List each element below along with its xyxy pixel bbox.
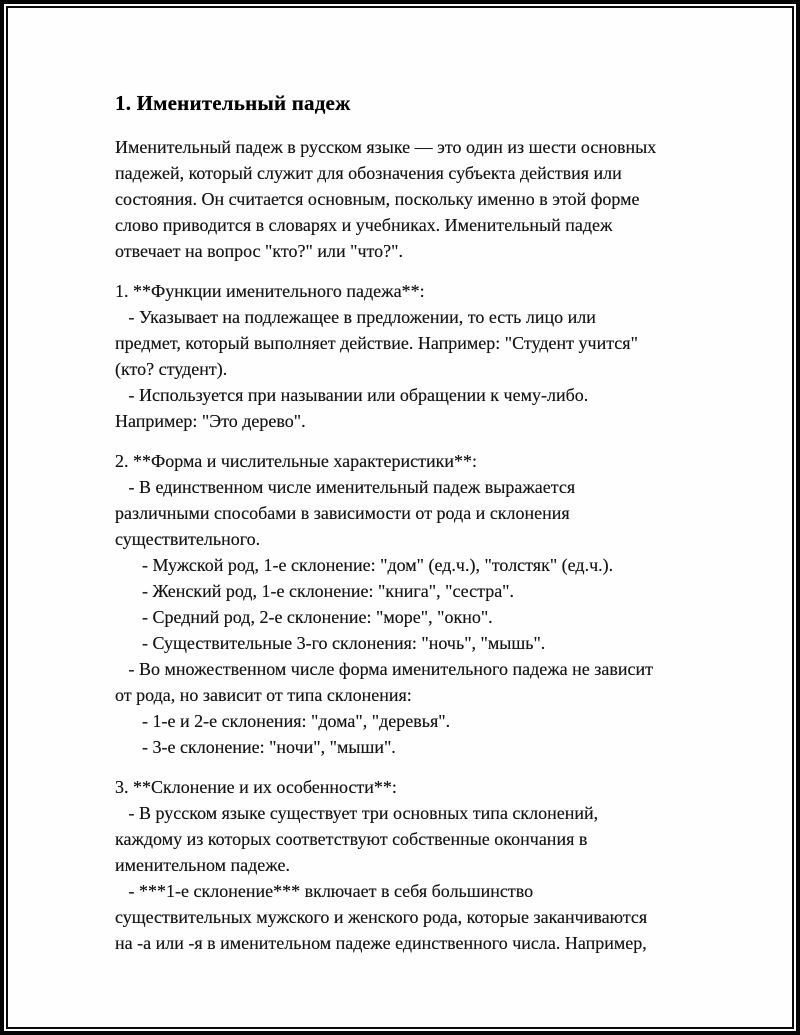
text-line: (кто? студент). xyxy=(115,359,228,379)
text-line: - Существительные 3-го склонения: "ночь", "мышь". xyxy=(115,633,546,653)
intro-paragraph xyxy=(115,134,707,264)
text-line: существительного. xyxy=(115,529,261,549)
text-line: - ***1-е склонение*** включает в себя большинство xyxy=(115,881,534,901)
page-content xyxy=(8,8,792,956)
text-line: каждому из которых соответствуют собственные окончания в xyxy=(115,829,588,849)
text-line: - Мужской род, 1-е склонение: "дом" (ед.ч.), "толстяк" (ед.ч.). xyxy=(115,555,614,575)
document-body xyxy=(115,134,707,956)
text-line: 3. **Склонение и их особенности**: xyxy=(115,777,397,797)
text-line: на -а или -я в именительном падеже единственного числа. Например, xyxy=(115,933,647,953)
text-line: существительных мужского и женского рода, которые заканчиваются xyxy=(115,907,648,927)
text-line: слово приводится в словарях и учебниках. Именительный падеж xyxy=(115,215,613,235)
text-line: отвечает на вопрос "кто?" или "что?". xyxy=(115,241,403,261)
page-inner-border xyxy=(6,6,794,1029)
text-line: - Во множественном числе форма именительного падежа не зависит xyxy=(115,659,653,679)
text-line: падежей, который служит для обозначения субъекта действия или xyxy=(115,163,622,183)
text-line: Например: "Это дерево". xyxy=(115,411,306,431)
text-line: - В единственном числе именительный падеж выражается xyxy=(115,477,576,497)
text-line: - В русском языке существует три основных типа склонений, xyxy=(115,803,599,823)
text-line: различными способами в зависимости от рода и склонения xyxy=(115,503,570,523)
text-line: - Женский род, 1-е склонение: "книга", "сестра". xyxy=(115,581,515,601)
text-line: 1. **Функции именительного падежа**: xyxy=(115,281,425,301)
text-line: - Средний род, 2-е склонение: "море", "окно". xyxy=(115,607,493,627)
text-line: - Используется при назывании или обращении к чему-либо. xyxy=(115,385,589,405)
section-functions xyxy=(115,278,707,434)
text-line: именительном падеже. xyxy=(115,855,290,875)
text-line: - 1-е и 2-е склонения: "дома", "деревья". xyxy=(115,711,451,731)
text-line: состояния. Он считается основным, поскольку именно в этой форме xyxy=(115,189,640,209)
section-declensions xyxy=(115,774,707,956)
section-form-and-number xyxy=(115,448,707,760)
text-line: - 3-е склонение: "ночи", "мыши". xyxy=(115,737,396,757)
text-line: от рода, но зависит от типа склонения: xyxy=(115,685,412,705)
page-title: 1. Именительный падеж xyxy=(115,91,351,115)
text-line: Именительный падеж в русском языке — это один из шести основных xyxy=(115,137,657,157)
text-line: - Указывает на подлежащее в предложении, то есть лицо или xyxy=(115,307,596,327)
text-line: 2. **Форма и числительные характеристики**: xyxy=(115,451,477,471)
text-line: предмет, который выполняет действие. Например: "Студент учится" xyxy=(115,333,638,353)
